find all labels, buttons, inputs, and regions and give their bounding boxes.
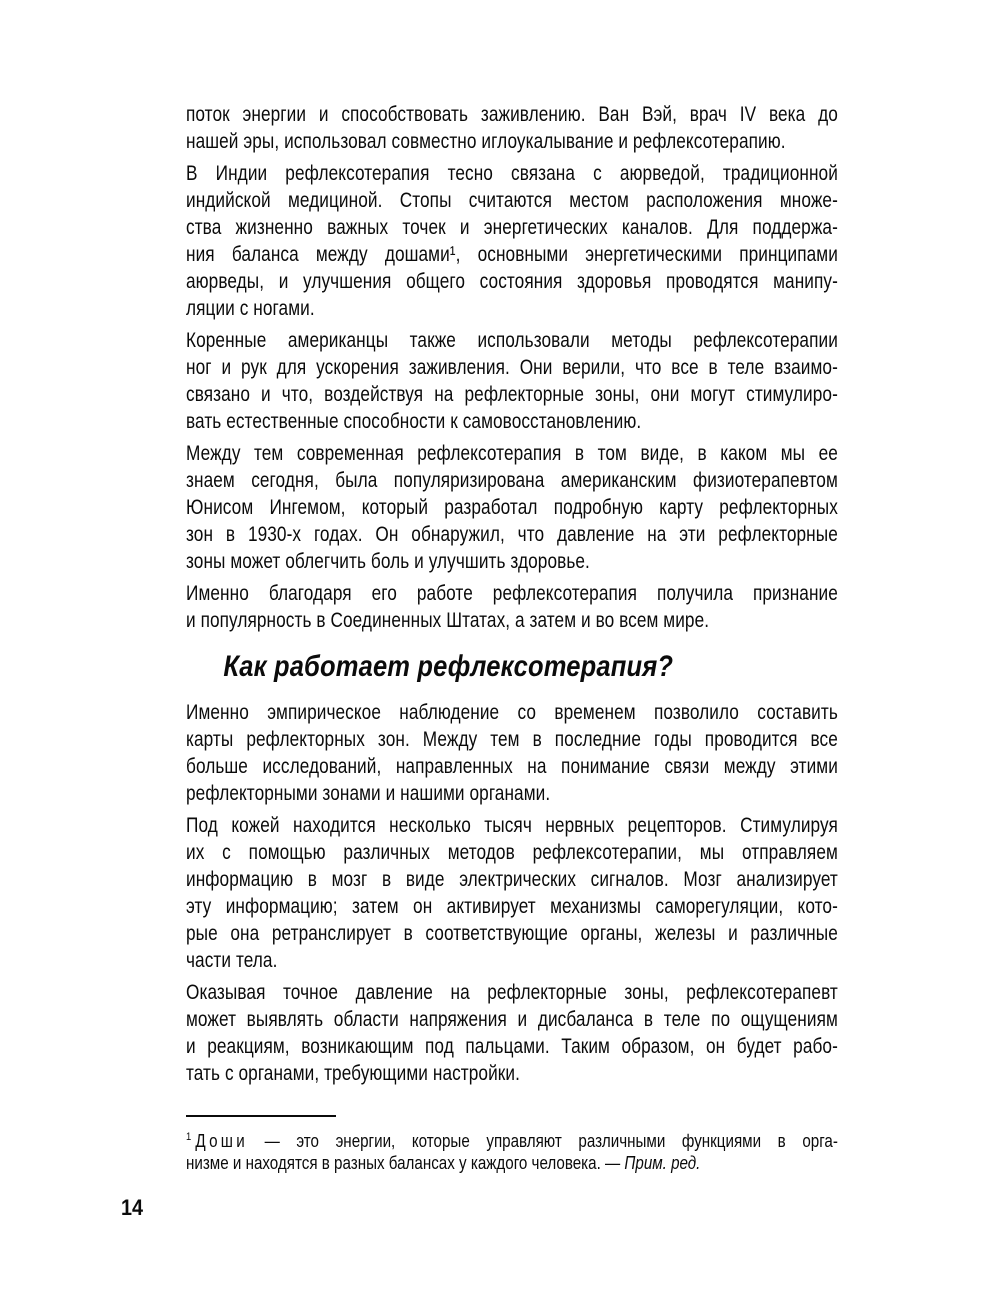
section-heading: Как работает рефлексотерапия? [223,650,674,683]
footnote-line [186,1150,838,1176]
text-line: и реакциям, возникающим под пальцами. Таким образом, он будет рабо- [186,1035,838,1058]
text-line: Именно эмпирическое наблюдение со временем позволило составить [186,701,838,724]
text-line: знаем сегодня, была популяризирована американским физиотерапевтом [186,469,838,492]
page-number: 14 [121,1195,144,1220]
paragraph [186,812,838,974]
paragraph [186,979,838,1087]
text-line: их с помощью различных методов рефлексотерапии, мы отправляем [186,841,838,864]
footnote-line [186,1124,838,1150]
text-line: тать с органами, требующими настройки. [186,1062,520,1085]
paragraph [186,101,838,155]
footnote [186,1115,838,1176]
text-line: может выявлять области напряжения и дисбаланса в теле по ощущениям [186,1008,838,1031]
text-line: рые она ретранслирует в соответствующие органы, железы и различные [186,922,838,945]
text-line: эту информацию; затем он активирует механизмы саморегуляции, кото- [186,895,838,918]
footnote-term: Доши [195,1130,248,1152]
text-line: зон в 1930-х годах. Он обнаружил, что давление на эти рефлекторные [186,523,838,546]
footnote-text: — это энергии, которые управляют различными функциями в орга- [247,1130,838,1152]
footnote-separator-rule [186,1115,336,1117]
text-line: аюрведы, и улучшения общего состояния здоровья проводятся манипу- [186,270,838,293]
paragraph [186,160,838,322]
text-line: больше исследований, направленных на понимание связи между этими [186,755,838,778]
text-line: Под кожей находится несколько тысяч нервных рецепторов. Стимулируя [186,814,838,837]
footnote-marker: 1 [186,1131,192,1143]
text-line: Коренные американцы также использовали методы рефлексотерапии [186,329,838,352]
page-body [186,101,838,1176]
text-line: информацию в мозг в виде электрических сигналов. Мозг анализирует [186,868,838,891]
text-line: Юнисом Ингемом, который разработал подробную карту рефлекторных [186,496,838,519]
text-line: ног и рук для ускорения заживления. Они верили, что все в теле взаимо- [186,356,838,379]
text-line: нашей эры, использовал совместно иглоукалывание и рефлексотерапию. [186,130,786,153]
text-line: карты рефлекторных зон. Между тем в последние годы проводится все [186,728,838,751]
paragraph [186,440,838,575]
text-line: зоны может облегчить боль и улучшить здоровье. [186,550,590,573]
text-line: ния баланса между дошами¹, основными энергетическими принципами [186,243,838,266]
text-line: связано и что, воздействуя на рефлекторные зоны, они могут стимулиро- [186,383,838,406]
text-line: рефлекторными зонами и нашими органами. [186,782,551,805]
text-line: ства жизненно важных точек и энергетических каналов. Для поддержа- [186,216,838,239]
text-line: Оказывая точное давление на рефлекторные зоны, рефлексотерапевт [186,981,838,1004]
text-line: Между тем современная рефлексотерапия в том виде, в каком мы ее [186,442,838,465]
paragraph [186,580,838,634]
text-line: ляции с ногами. [186,297,315,320]
text-line: В Индии рефлексотерапия тесно связана с аюрведой, традиционной [186,162,838,185]
text-line: Именно благодаря его работе рефлексотерапия получила признание [186,582,838,605]
text-line: поток энергии и способствовать заживлению. Ван Вэй, врач IV века до [186,103,838,126]
paragraph [186,699,838,807]
text-line: части тела. [186,949,278,972]
paragraph [186,327,838,435]
text-line: индийской медициной. Стопы считаются местом расположения множе- [186,189,838,212]
content-blocks [186,101,838,1087]
footnote-source: Прим. ред. [624,1152,701,1173]
text-line: и популярность в Соединенных Штатах, а затем и во всем мире. [186,609,710,632]
footnote-text: низме и находятся в разных балансах у каждого человека. — [186,1152,625,1173]
text-line: вать естественные способности к самовосстановлению. [186,410,642,433]
